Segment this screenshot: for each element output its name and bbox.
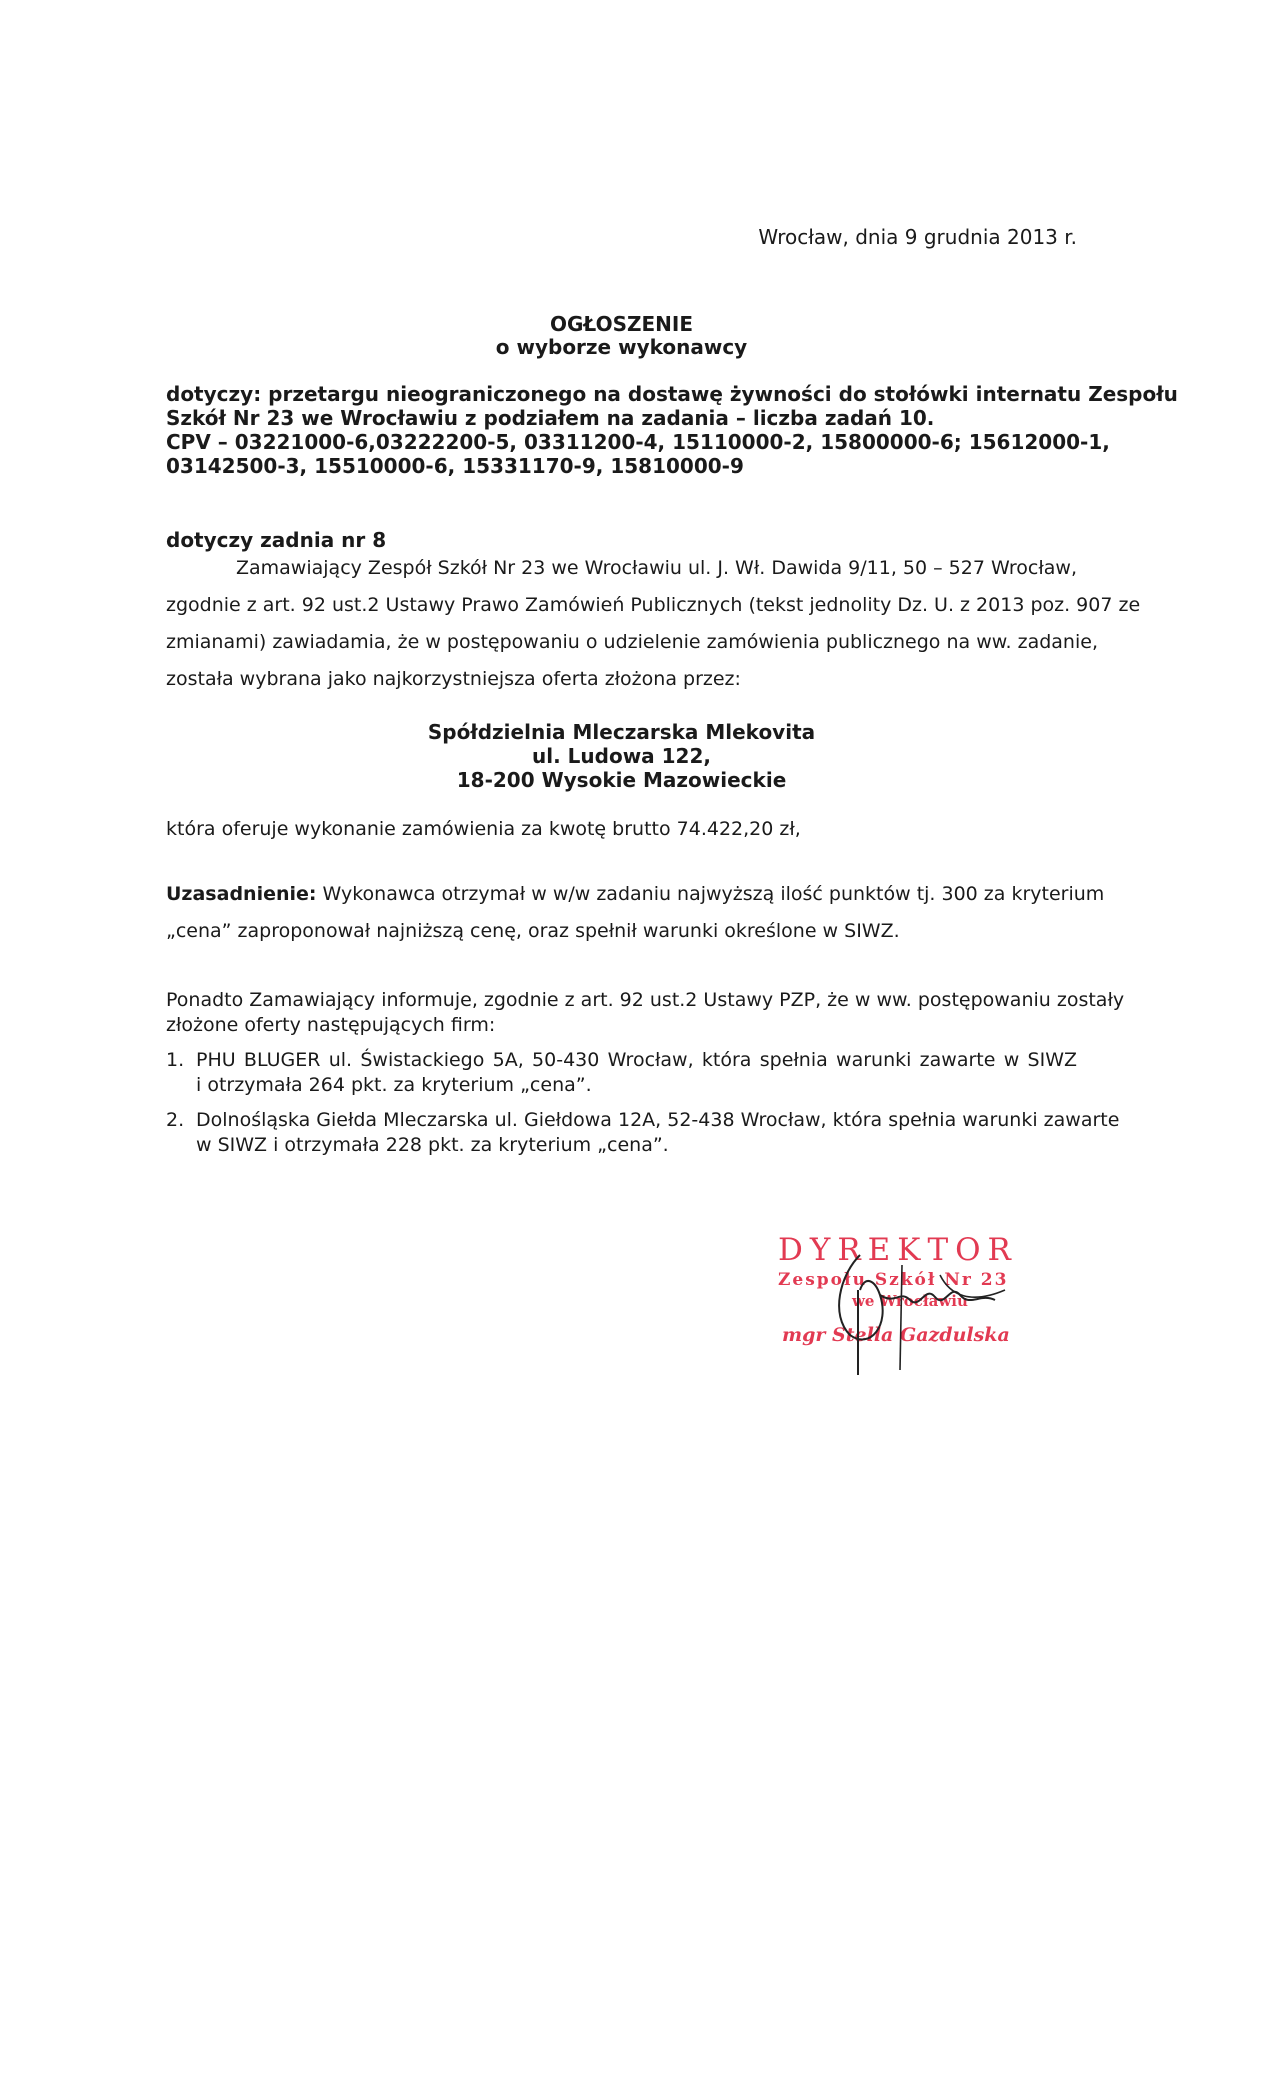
justification-line: „cena” zaproponował najniższą cenę, oraz spełnił warunki określone w SIWZ. <box>166 920 900 942</box>
justification-label: Uzasadnienie: <box>166 883 317 905</box>
task-heading: dotyczy zadnia nr 8 <box>166 528 387 552</box>
list-item <box>166 1108 1120 1158</box>
list-item <box>166 1048 1077 1098</box>
offers-list <box>166 1048 1120 1168</box>
justification-line <box>166 876 1105 913</box>
subject-block <box>166 382 1178 478</box>
stamp-title: DYREKTOR <box>778 1232 1018 1268</box>
stamp-line: Zespołu Szkół Nr 23 <box>778 1270 1009 1290</box>
announcement-paragraph <box>166 550 1141 698</box>
additional-line: złożone oferty następujących firm: <box>166 1014 496 1036</box>
subject-line: 03142500-3, 15510000-6, 15331170-9, 15810000-9 <box>166 454 744 478</box>
list-item-number: 2. <box>166 1109 185 1131</box>
justification-block <box>166 876 1105 950</box>
subject-line: dotyczy: przetargu nieograniczonego na dostawę żywności do stołówki internatu Zespołu <box>166 382 1178 406</box>
document-subtitle: o wyborze wykonawcy <box>495 335 748 359</box>
list-item-line: PHU BLUGER ul. Świstackiego 5A, 50-430 Wrocław, która spełnia warunki zawarte w SIWZ <box>196 1049 1077 1071</box>
winner-block <box>166 720 1077 792</box>
paragraph-line: Zamawiający Zespół Szkół Nr 23 we Wrocławiu ul. J. Wł. Dawida 9/11, 50 – 527 Wrocław, <box>236 557 1077 579</box>
list-item-line: i otrzymała 264 pkt. za kryterium „cena”. <box>196 1074 592 1096</box>
paragraph-line: została wybrana jako najkorzystniejsza oferta złożona przez: <box>166 668 741 690</box>
winner-name: Spółdzielnia Mleczarska Mlekovita <box>427 720 816 744</box>
additional-info-block <box>166 988 1125 1038</box>
offer-amount-text: która oferuje wykonanie zamówienia za kwotę brutto 74.422,20 zł, <box>166 818 801 840</box>
document-date: Wrocław, dnia 9 grudnia 2013 r. <box>758 225 1077 249</box>
subject-line: Szkół Nr 23 we Wrocławiu z podziałem na zadania – liczba zadań 10. <box>166 406 935 430</box>
winner-city: 18-200 Wysokie Mazowieckie <box>456 768 787 792</box>
winner-street: ul. Ludowa 122, <box>532 744 711 768</box>
handwritten-signature <box>820 1235 1010 1385</box>
stamp-line: we Wrocławiu <box>852 1292 968 1310</box>
list-item-number: 1. <box>166 1049 185 1071</box>
paragraph-line: zmianami) zawiadamia, że w postępowaniu o udzielenie zamówienia publicznego na ww. zadanie, <box>166 631 1098 653</box>
justification-text: Wykonawca otrzymał w w/w zadaniu najwyższą ilość punktów tj. 300 za kryterium <box>316 883 1105 905</box>
additional-line: Ponadto Zamawiający informuje, zgodnie z art. 92 ust.2 Ustawy PZP, że w ww. postępowaniu zostały <box>166 989 1125 1011</box>
list-item-line: w SIWZ i otrzymała 228 pkt. za kryterium „cena”. <box>196 1134 669 1156</box>
list-item-line: Dolnośląska Giełda Mleczarska ul. Giełdowa 12A, 52-438 Wrocław, która spełnia warunki zawarte <box>196 1109 1120 1131</box>
stamp-name: mgr Stella Gazdulska <box>782 1324 1010 1346</box>
document-title: OGŁOSZENIE <box>550 312 693 336</box>
paragraph-line: zgodnie z art. 92 ust.2 Ustawy Prawo Zamówień Publicznych (tekst jednolity Dz. U. z 2013 poz. 907 ze <box>166 594 1141 616</box>
subject-line: CPV – 03221000-6,03222200-5, 03311200-4, 15110000-2, 15800000-6; 15612000-1, <box>166 430 1110 454</box>
